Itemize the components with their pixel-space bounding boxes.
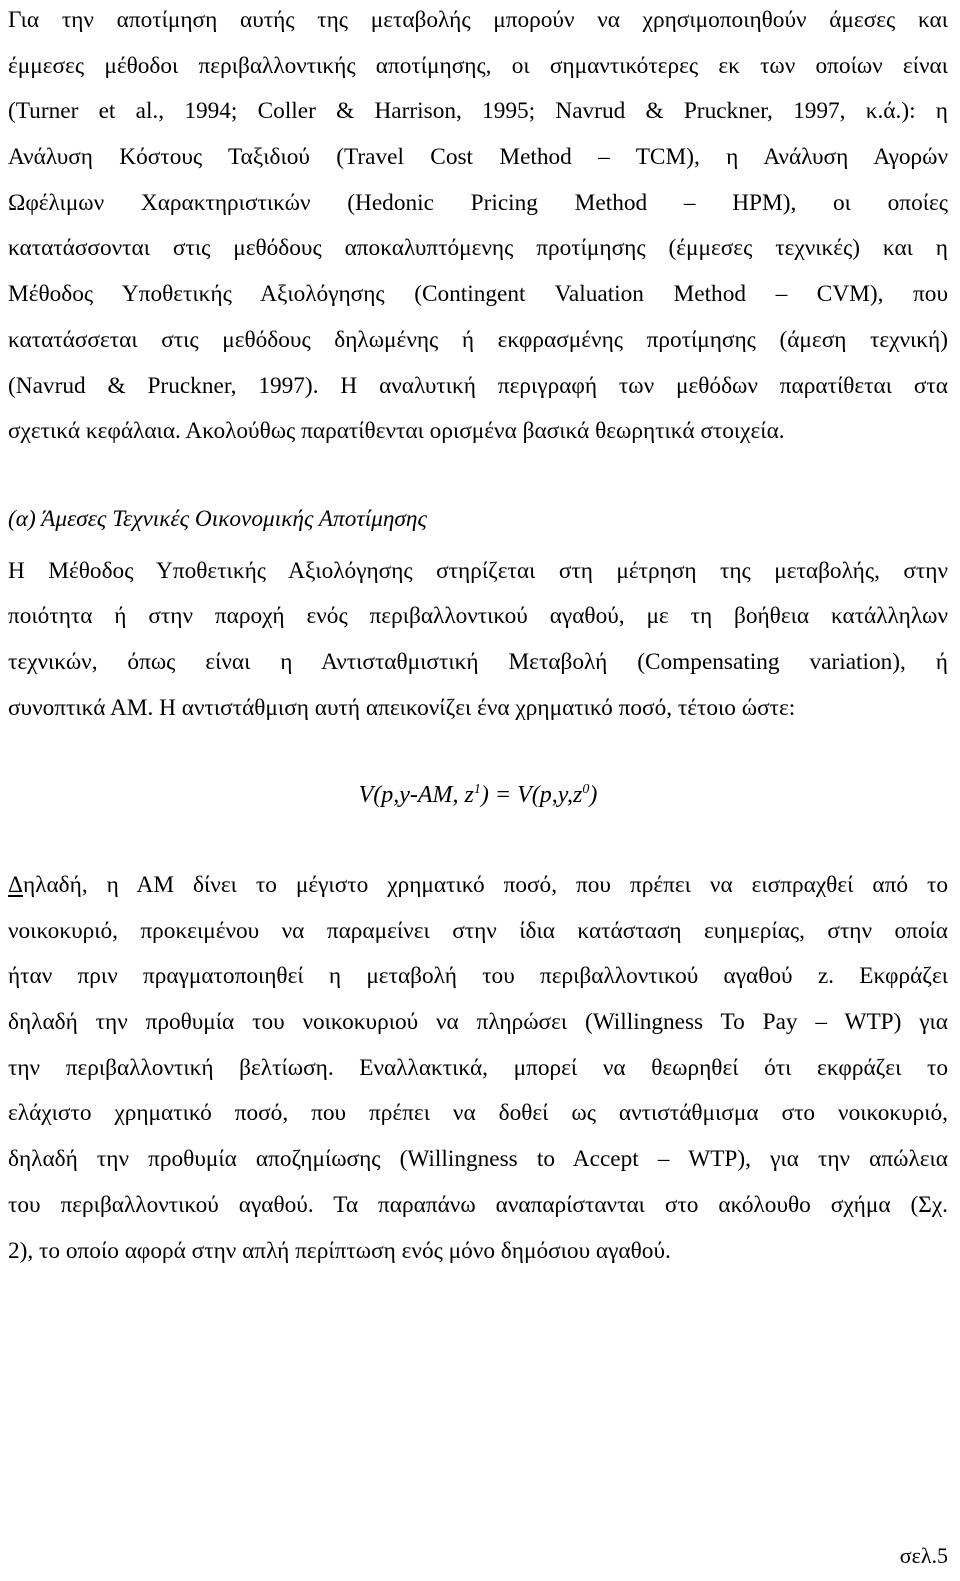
section-heading: (α) Άμεσες Τεχνικές Οικονομικής Αποτίμησης — [8, 505, 427, 532]
equation — [8, 773, 948, 819]
text-line: ελάχιστο χρηματικό ποσό, που πρέπει να δοθεί ως αντιστάθμισμα στο νοικοκυριό, — [8, 1100, 948, 1127]
paragraph-am-explanation — [8, 863, 948, 1274]
document-page — [8, 0, 948, 1274]
equation-right: ) — [589, 782, 598, 809]
text-line: Για την αποτίμηση αυτής της μεταβολής μπορούν να χρησιμοποιηθούν άμεσες και — [8, 7, 948, 33]
equation-left: V(p,y-AM, z — [358, 782, 474, 809]
text-line: (Navrud & Pruckner, 1997). Η αναλυτική περιγραφή των μεθόδων παρατίθεται στα — [8, 372, 948, 399]
text-line — [8, 863, 948, 909]
text-line: δηλαδή την προθυμία του νοικοκυριού να πληρώσει (Willingness To Pay – WTP) για — [8, 1009, 948, 1036]
text-line: έμμεσες μέθοδοι περιβαλλοντικής αποτίμησης, οι σημαντικότερες εκ των οποίων είναι — [8, 52, 948, 79]
text-line: τεχνικών, όπως είναι η Αντισταθμιστική Μεταβολή (Compensating variation), ή — [8, 648, 948, 675]
equation-superscript: 1 — [473, 782, 481, 798]
underlined-initial: Δ — [8, 872, 23, 898]
equation-superscript: 0 — [582, 782, 590, 798]
text-line: Ανάλυση Κόστους Ταξιδιού (Travel Cost Method – TCM), η Ανάλυση Αγορών — [8, 144, 948, 171]
text-line-rest: ηλαδή, η ΑΜ δίνει το μέγιστο χρηματικό ποσό, που πρέπει να εισπραχθεί από το — [22, 872, 948, 898]
text-line: ήταν πριν πραγματοποιηθεί η μεταβολή του περιβαλλοντικού αγαθού z. Εκφράζει — [8, 963, 948, 990]
text-line: κατατάσσεται στις μεθόδους δηλωμένης ή εκφρασμένης προτίμησης (άμεση τεχνική) — [8, 326, 948, 353]
page-number: σελ.5 — [899, 1543, 948, 1568]
text-line: Μέθοδος Υποθετικής Αξιολόγησης (Contingent Valuation Method – CVM), που — [8, 281, 948, 308]
equation-middle: ) = V(p,y,z — [480, 782, 583, 809]
text-line: ποιότητα ή στην παροχή ενός περιβαλλοντικού αγαθού, με τη βοήθεια κατάλληλων — [8, 603, 948, 630]
text-line: (Turner et al., 1994; Coller & Harrison, 1995; Navrud & Pruckner, 1997, κ.ά.): η — [8, 98, 948, 125]
text-line: δηλαδή την προθυμία αποζημίωσης (Willingness to Accept – WTP), για την απώλεια — [8, 1146, 948, 1173]
text-line: Η Μέθοδος Υποθετικής Αξιολόγησης στηρίζεται στη μέτρηση της μεταβολής, στην — [8, 557, 948, 584]
text-line: την περιβαλλοντική βελτίωση. Εναλλακτικά, μπορεί να θεωρηθεί ότι εκφράζει το — [8, 1054, 948, 1081]
text-line: Ωφέλιμων Χαρακτηριστικών (Hedonic Pricing Method – HPM), οι οποίες — [8, 189, 948, 216]
text-line: 2), το οποίο αφορά στην απλή περίπτωση ενός μόνο δημόσιου αγαθού. — [8, 1237, 671, 1264]
text-line: του περιβαλλοντικού αγαθού. Τα παραπάνω αναπαρίστανται στο ακόλουθο σχήμα (Σχ. — [8, 1191, 948, 1218]
text-line: νοικοκυριό, προκειμένου να παραμείνει στην ίδια κατάσταση ευημερίας, στην οποία — [8, 917, 948, 944]
text-line: κατατάσσονται στις μεθόδους αποκαλυπτόμενης προτίμησης (έμμεσες τεχνικές) και η — [8, 235, 948, 262]
text-line: σχετικά κεφάλαια. Ακολούθως παρατίθενται ορισμένα βασικά θεωρητικά στοιχεία. — [8, 418, 785, 445]
text-line: συνοπτικά ΑΜ. Η αντιστάθμιση αυτή απεικονίζει ένα χρηματικό ποσό, τέτοιο ώστε: — [8, 694, 796, 721]
paragraph-cvm-description — [8, 549, 948, 732]
paragraph-methods-intro — [8, 0, 948, 455]
